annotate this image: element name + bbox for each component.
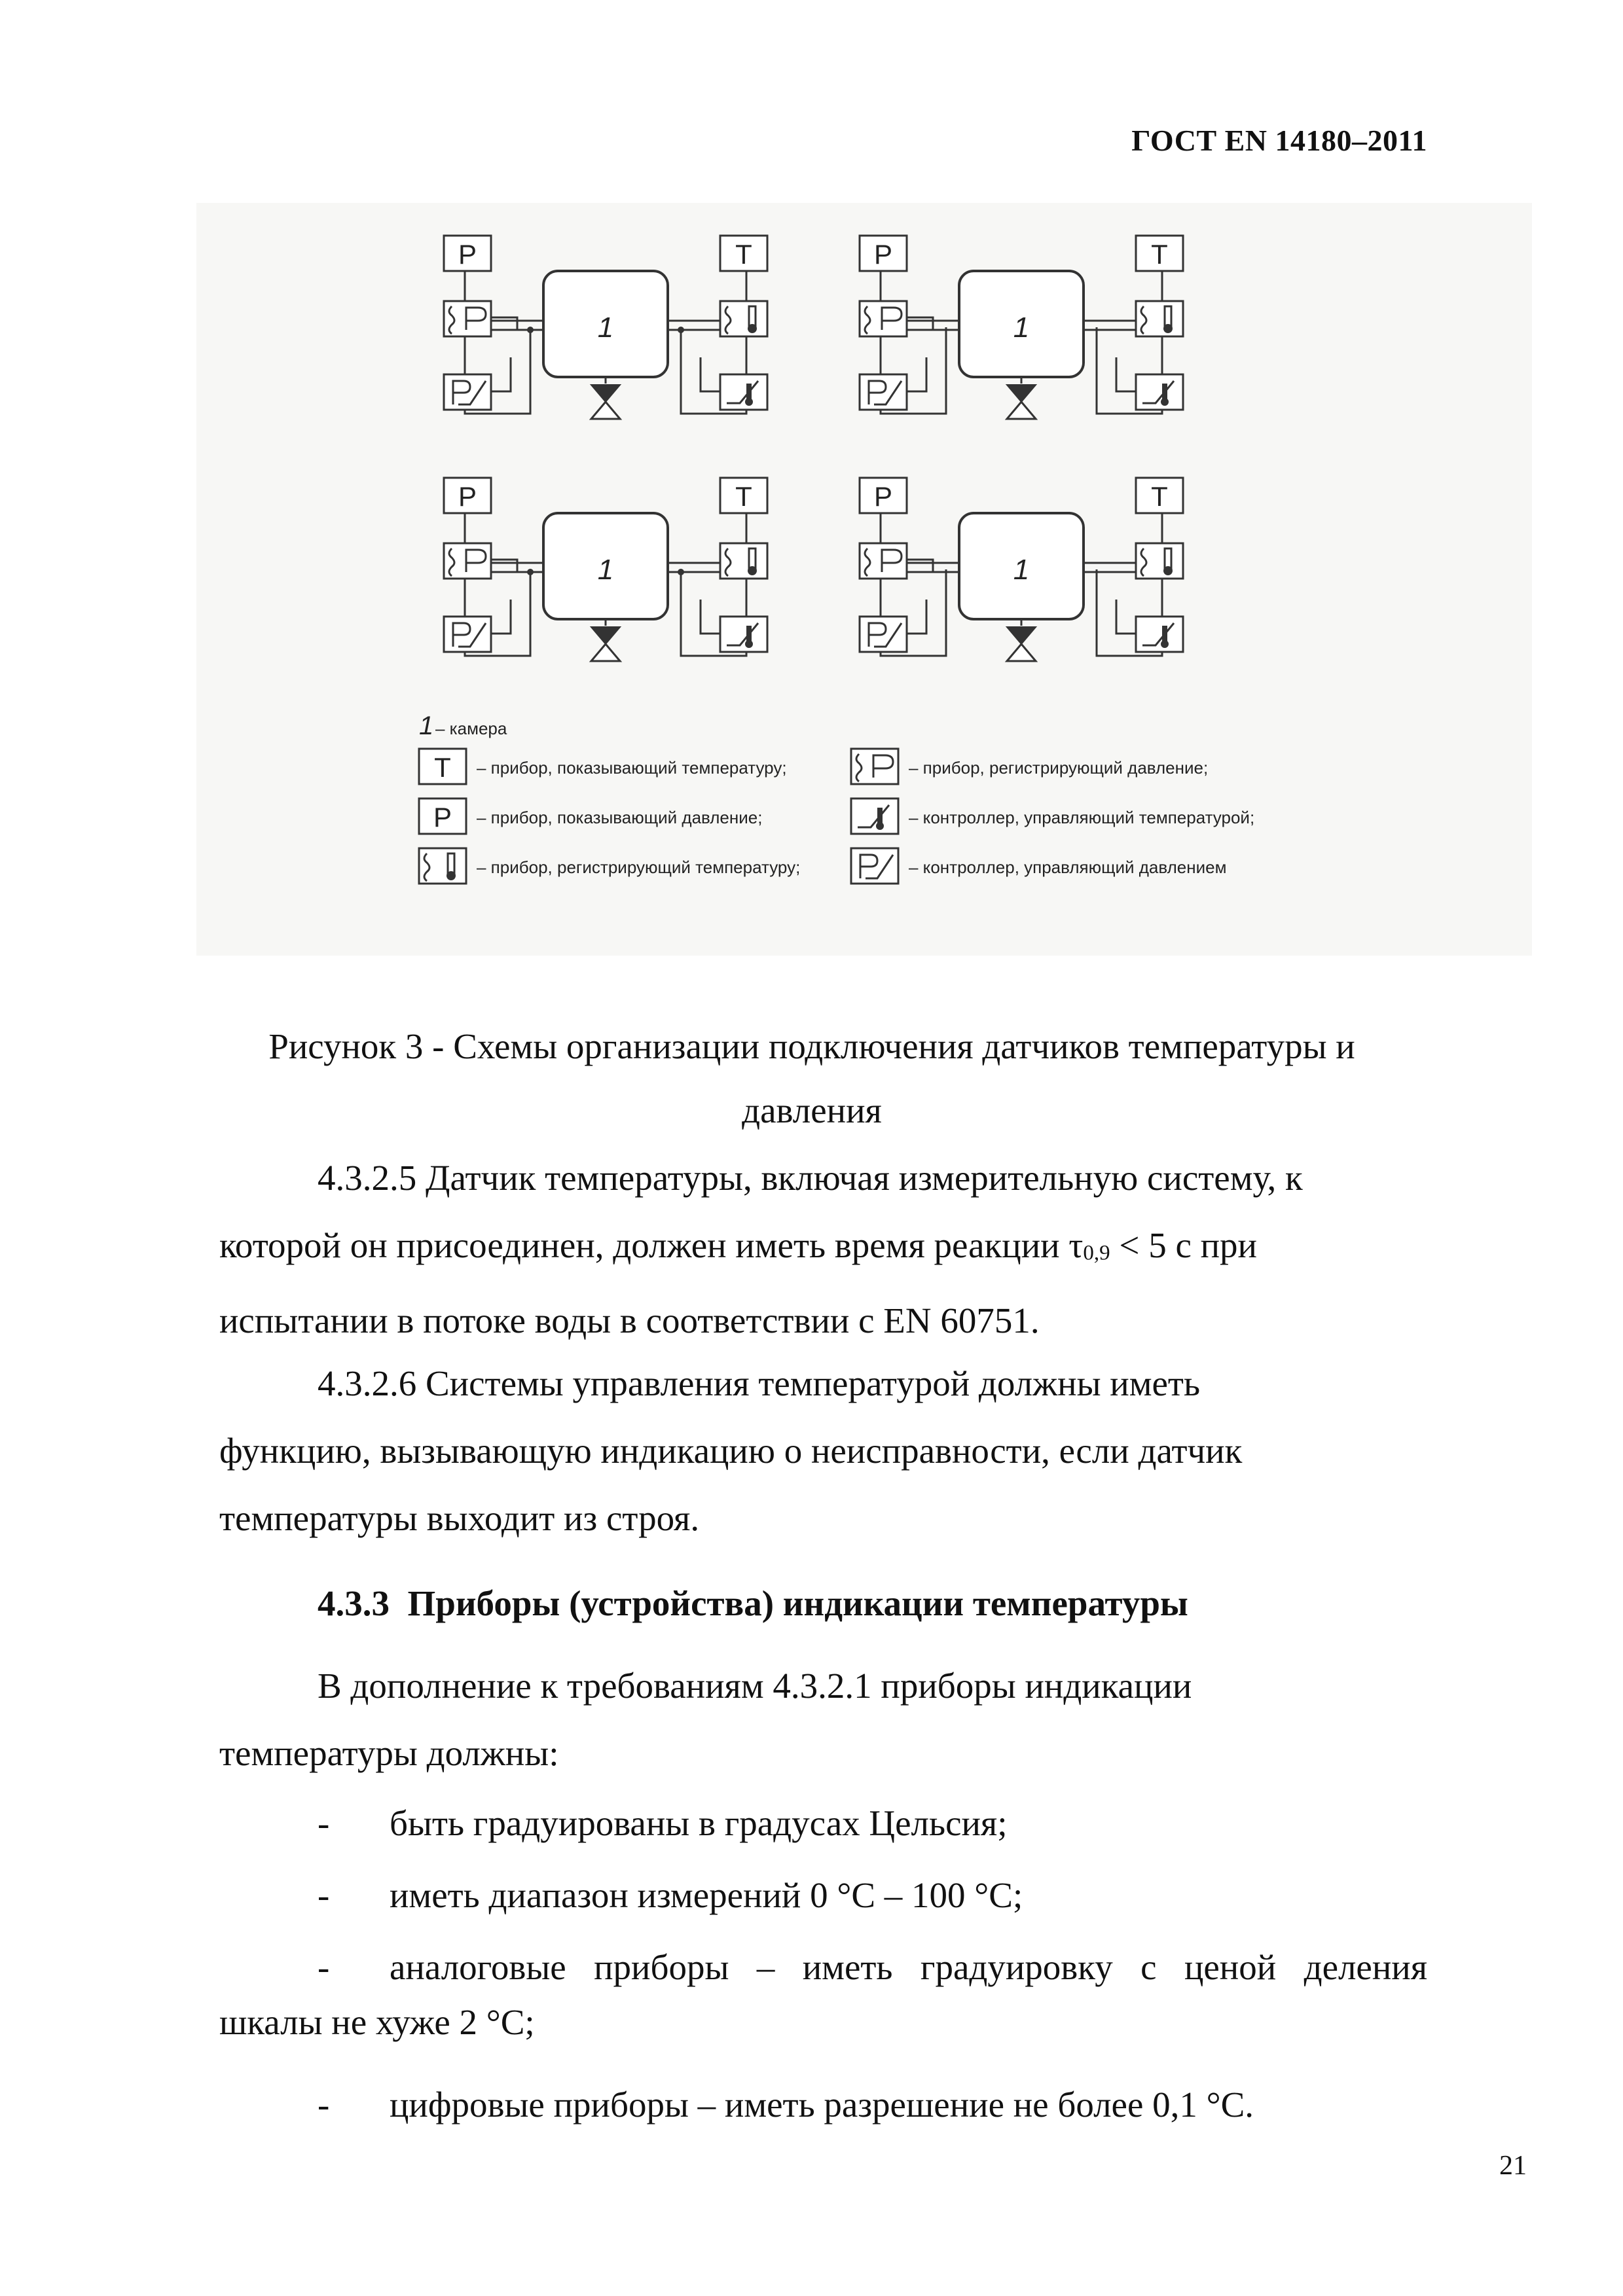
thermometer-bulb [1163, 324, 1173, 333]
pressure-indicator-icon [444, 478, 491, 513]
thermometer-bulb [745, 640, 753, 648]
icon-frame [720, 617, 767, 652]
p4325-line-3: испытании в потоке воды в соответствии с EN 60751. [219, 1300, 1040, 1341]
pressure-indicator-icon [419, 798, 466, 834]
legend-text: – прибор, регистрирующий давление; [909, 758, 1209, 778]
temperature-controller-icon [851, 798, 898, 834]
document-code: ГОСТ EN 14180–2011 [1131, 124, 1427, 157]
thermometer-bulb [748, 324, 757, 333]
thermometer-tube [1165, 548, 1171, 568]
pressure-letter: P [458, 239, 477, 270]
icon-frame [720, 374, 767, 410]
pressure-letter: P [873, 239, 893, 270]
thermometer-bulb [447, 871, 456, 880]
connection-line [491, 317, 517, 331]
p4326-line-1: 4.3.2.6 Системы управления температурой должны иметь [318, 1363, 1201, 1403]
temperature-recorder-icon [1136, 543, 1183, 579]
p433-line-1: В дополнение к требованиям 4.3.2.1 приборы индикации [318, 1666, 1192, 1706]
connection-line [1116, 357, 1136, 391]
connection-line [701, 357, 720, 391]
legend-chamber-number: 1 [419, 711, 434, 740]
valve-bottom [591, 644, 620, 661]
temperature-controller-icon [720, 374, 767, 410]
pressure-controller-icon [444, 617, 491, 652]
thermometer-bulb [1163, 566, 1173, 575]
pressure-recorder-icon [444, 543, 491, 579]
pressure-controller-icon [860, 374, 907, 410]
figure-scheme [196, 203, 1532, 956]
temperature-recorder-icon [419, 848, 466, 884]
temperature-letter: T [735, 239, 752, 270]
paragraph-4-3-3-intro [219, 1652, 1427, 1787]
legend-text: – прибор, показывающий давление; [477, 808, 763, 827]
section-number: 4.3.3 [318, 1583, 390, 1623]
legend-text: – прибор, регистрирующий температуру; [477, 857, 801, 877]
paragraph-4-3-2-6 [219, 1350, 1427, 1552]
junction-dot [678, 569, 684, 575]
legend-chamber-text: – камера [435, 719, 507, 738]
pressure-controller-icon [860, 617, 907, 652]
connection-line [907, 317, 933, 331]
scheme-4 [860, 478, 1183, 661]
icon-frame [1136, 617, 1183, 652]
temperature-controller-icon [1136, 617, 1183, 652]
thermometer-tube [448, 853, 454, 873]
pressure-letter: P [433, 802, 452, 833]
valve-bottom [1007, 644, 1036, 661]
temperature-controller-icon [1136, 374, 1183, 410]
pressure-indicator-icon [860, 478, 907, 513]
connection-line [1116, 600, 1136, 634]
caption-line-1: Рисунок 3 - Схемы организации подключения датчиков температуры и [268, 1026, 1355, 1066]
p4325-line-2b: < 5 с при [1110, 1225, 1257, 1265]
connection-line [491, 600, 511, 634]
valve-top [591, 627, 620, 644]
chamber-number: 1 [1013, 554, 1030, 586]
thermometer-bulb [876, 822, 884, 830]
scheme-3 [444, 478, 767, 661]
page-number: 21 [1499, 2151, 1527, 2181]
p4326-line-2: функцию, вызывающую индикацию о неисправности, если датчик [219, 1431, 1243, 1471]
thermometer-bulb [745, 398, 753, 406]
p433-line-2: температуры должны: [219, 1733, 559, 1773]
tau-subscript: 0,9 [1083, 1241, 1110, 1265]
thermometer-tube [1165, 306, 1171, 326]
connection-line [491, 357, 511, 391]
pressure-recorder-icon [860, 543, 907, 579]
temperature-indicator-icon [720, 478, 767, 513]
pressure-indicator-icon [860, 236, 907, 271]
list-dash: - [318, 1875, 330, 1915]
figure-caption [210, 1014, 1414, 1143]
paragraph-4-3-2-5 [219, 1144, 1427, 1354]
chamber-number: 1 [1013, 312, 1030, 344]
valve-bottom [1007, 402, 1036, 419]
temperature-indicator-icon [419, 749, 466, 784]
thermometer-bulb [748, 566, 757, 575]
connection-line [491, 560, 517, 573]
valve-top [1007, 385, 1036, 402]
temperature-letter: T [434, 752, 451, 783]
icon-frame [851, 798, 898, 834]
temperature-indicator-icon [1136, 236, 1183, 271]
p4325-line-1: 4.3.2.5 Датчик температуры, включая измерительную систему, к [318, 1158, 1303, 1198]
temperature-recorder-icon [1136, 301, 1183, 336]
list-dash: - [318, 2085, 330, 2125]
legend-text: – контроллер, управляющий температурой; [909, 808, 1255, 827]
chamber-number: 1 [597, 312, 614, 344]
scheme-2 [860, 236, 1183, 419]
list-dash: - [318, 1947, 330, 1987]
temperature-controller-icon [720, 617, 767, 652]
list-item-text: цифровые приборы – иметь разрешение не более 0,1 °C. [390, 2085, 1254, 2125]
list-item-text: иметь диапазон измерений 0 °C – 100 °C; [390, 1875, 1023, 1915]
legend-text: – контроллер, управляющий давлением [909, 857, 1227, 877]
list-item-text: аналоговые приборы – иметь градуировку с ценой деления [390, 1947, 1427, 1987]
figure-legend [419, 711, 1254, 884]
connection-line [907, 357, 926, 391]
connection-line [701, 600, 720, 634]
connection-line [907, 600, 926, 634]
legend-text: – прибор, показывающий температуру; [477, 758, 787, 778]
section-heading [318, 1583, 1188, 1624]
valve-bottom [591, 402, 620, 419]
pressure-recorder-icon [444, 301, 491, 336]
pressure-indicator-icon [444, 236, 491, 271]
thermometer-tube [749, 306, 756, 326]
temperature-indicator-icon [720, 236, 767, 271]
p4326-line-3: температуры выходит из строя. [219, 1498, 700, 1538]
junction-dot [527, 327, 534, 333]
temperature-recorder-icon [720, 301, 767, 336]
section-title: Приборы (устройства) индикации температуры [407, 1583, 1188, 1623]
pressure-recorder-icon [851, 749, 898, 784]
connection-line [907, 560, 933, 573]
temperature-indicator-icon [1136, 478, 1183, 513]
p4325-line-2a: которой он присоединен, должен иметь время реакции τ [219, 1225, 1084, 1265]
temperature-recorder-icon [720, 543, 767, 579]
connection-diagrams [196, 203, 1532, 956]
temperature-letter: T [735, 481, 752, 512]
pressure-letter: P [458, 481, 477, 512]
list-item-continuation: шкалы не хуже 2 °C; [219, 2002, 535, 2042]
valve-top [1007, 627, 1036, 644]
icon-frame [1136, 374, 1183, 410]
thermometer-bulb [1161, 398, 1169, 406]
list-item-text: быть градуированы в градусах Цельсия; [390, 1803, 1008, 1843]
thermometer-bulb [1161, 640, 1169, 648]
pressure-letter: P [873, 481, 893, 512]
scheme-1 [444, 236, 767, 419]
junction-dot [678, 327, 684, 333]
temperature-letter: T [1151, 481, 1168, 512]
thermometer-tube [749, 548, 756, 568]
temperature-letter: T [1151, 239, 1168, 270]
pressure-controller-icon [444, 374, 491, 410]
caption-line-2: давления [742, 1090, 882, 1130]
chamber-number: 1 [597, 554, 614, 586]
pressure-controller-icon [851, 848, 898, 884]
list-dash: - [318, 1803, 330, 1843]
valve-top [591, 385, 620, 402]
pressure-recorder-icon [860, 301, 907, 336]
junction-dot [527, 569, 534, 575]
